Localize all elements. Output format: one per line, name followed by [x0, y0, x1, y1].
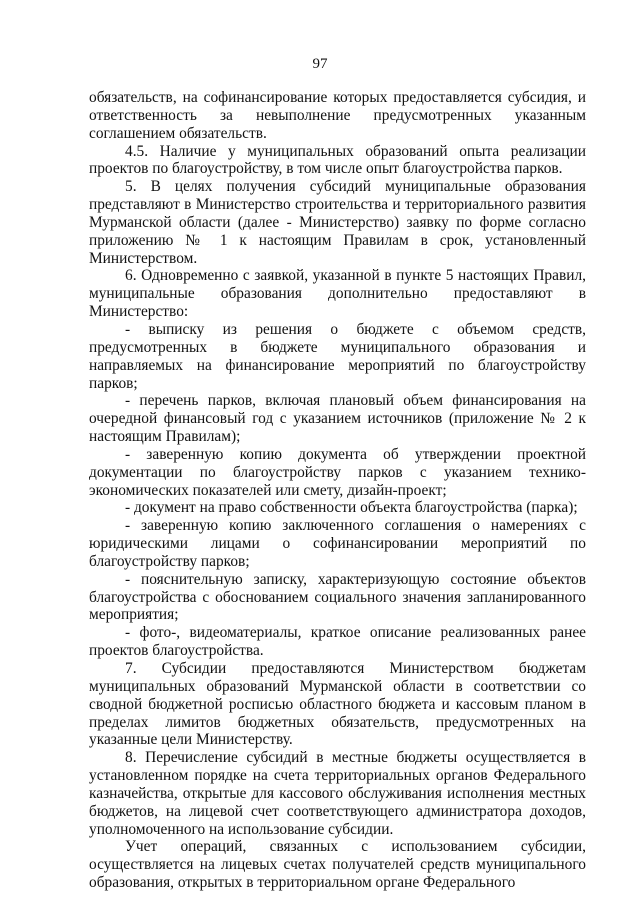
paragraph-5: 5. В целях получения субсидий муниципальные образования представляют в Министерство строительства и территориального развития Мурманской области (далее - Министерство) заявку по форме согласно приложению № 1 к настоящим Правилам в срок, установленный Министерством.	[89, 178, 586, 267]
paragraph-accounting: Учет операций, связанных с использованием субсидии, осуществляется на лицевых счетах получателей средств муниципального образования, открытых в территориальном органе Федерального	[89, 838, 586, 892]
list-item-explanatory-note: - пояснительную записку, характеризующую состояние объектов благоустройства с обоснованием социального значения запланированного мероприятия;	[89, 570, 586, 624]
list-item-parks-list: - перечень парков, включая плановый объем финансирования на очередной финансовый год с указанием источников (приложение № 2 к настоящим Правилам);	[89, 392, 586, 446]
list-item-project-docs: - заверенную копию документа об утверждении проектной документации по благоустройству парков с указанием технико-экономических показателей или смету, дизайн-проект;	[89, 445, 586, 499]
paragraph-continuation: обязательств, на софинансирование которых предоставляется субсидия, и ответственность за невыполнение предусмотренных указанным соглашением обязательств.	[89, 89, 586, 142]
list-item-ownership-doc: - документ на право собственности объекта благоустройства (парка);	[125, 499, 578, 517]
paragraph-4-5: 4.5. Наличие у муниципальных образований опыта реализации проектов по благоустройству, в том числе опыт благоустройства парков.	[89, 142, 586, 178]
list-item-photo-video: - фото-, видеоматериалы, краткое описание реализованных ранее проектов благоустройства.	[89, 624, 586, 660]
list-item-budget-extract: - выписку из решения о бюджете с объемом средств, предусмотренных в бюджете муниципального образования и направляемых на финансирование мероприятий по благоустройству парков;	[89, 320, 586, 392]
paragraph-8: 8. Перечисление субсидий в местные бюджеты осуществляется в установленном порядке на счета территориальных органов Федерального казначейства, открытые для кассового обслуживания исполнения местных бюджетов, на лицевой счет соответствующего администратора доходов, уполномоченного на использование субсидии.	[89, 749, 586, 838]
paragraph-7: 7. Субсидии предоставляются Министерством бюджетам муниципальных образований Мурманской области в соответствии со сводной бюджетной росписью областного бюджета и кассовым планом в пределах лимитов бюджетных обязательств, предусмотренных на указанные цели Министерству.	[89, 660, 586, 749]
paragraph-6: 6. Одновременно с заявкой, указанной в пункте 5 настоящих Правил, муниципальные образования дополнительно предоставляют в Министерство:	[89, 267, 586, 321]
list-item-intent-agreement: - заверенную копию заключенного соглашения о намерениях с юридическими лицами о софинансировании мероприятий по благоустройству парков;	[89, 517, 586, 570]
document-body	[89, 89, 586, 892]
page-number: 97	[312, 56, 328, 72]
